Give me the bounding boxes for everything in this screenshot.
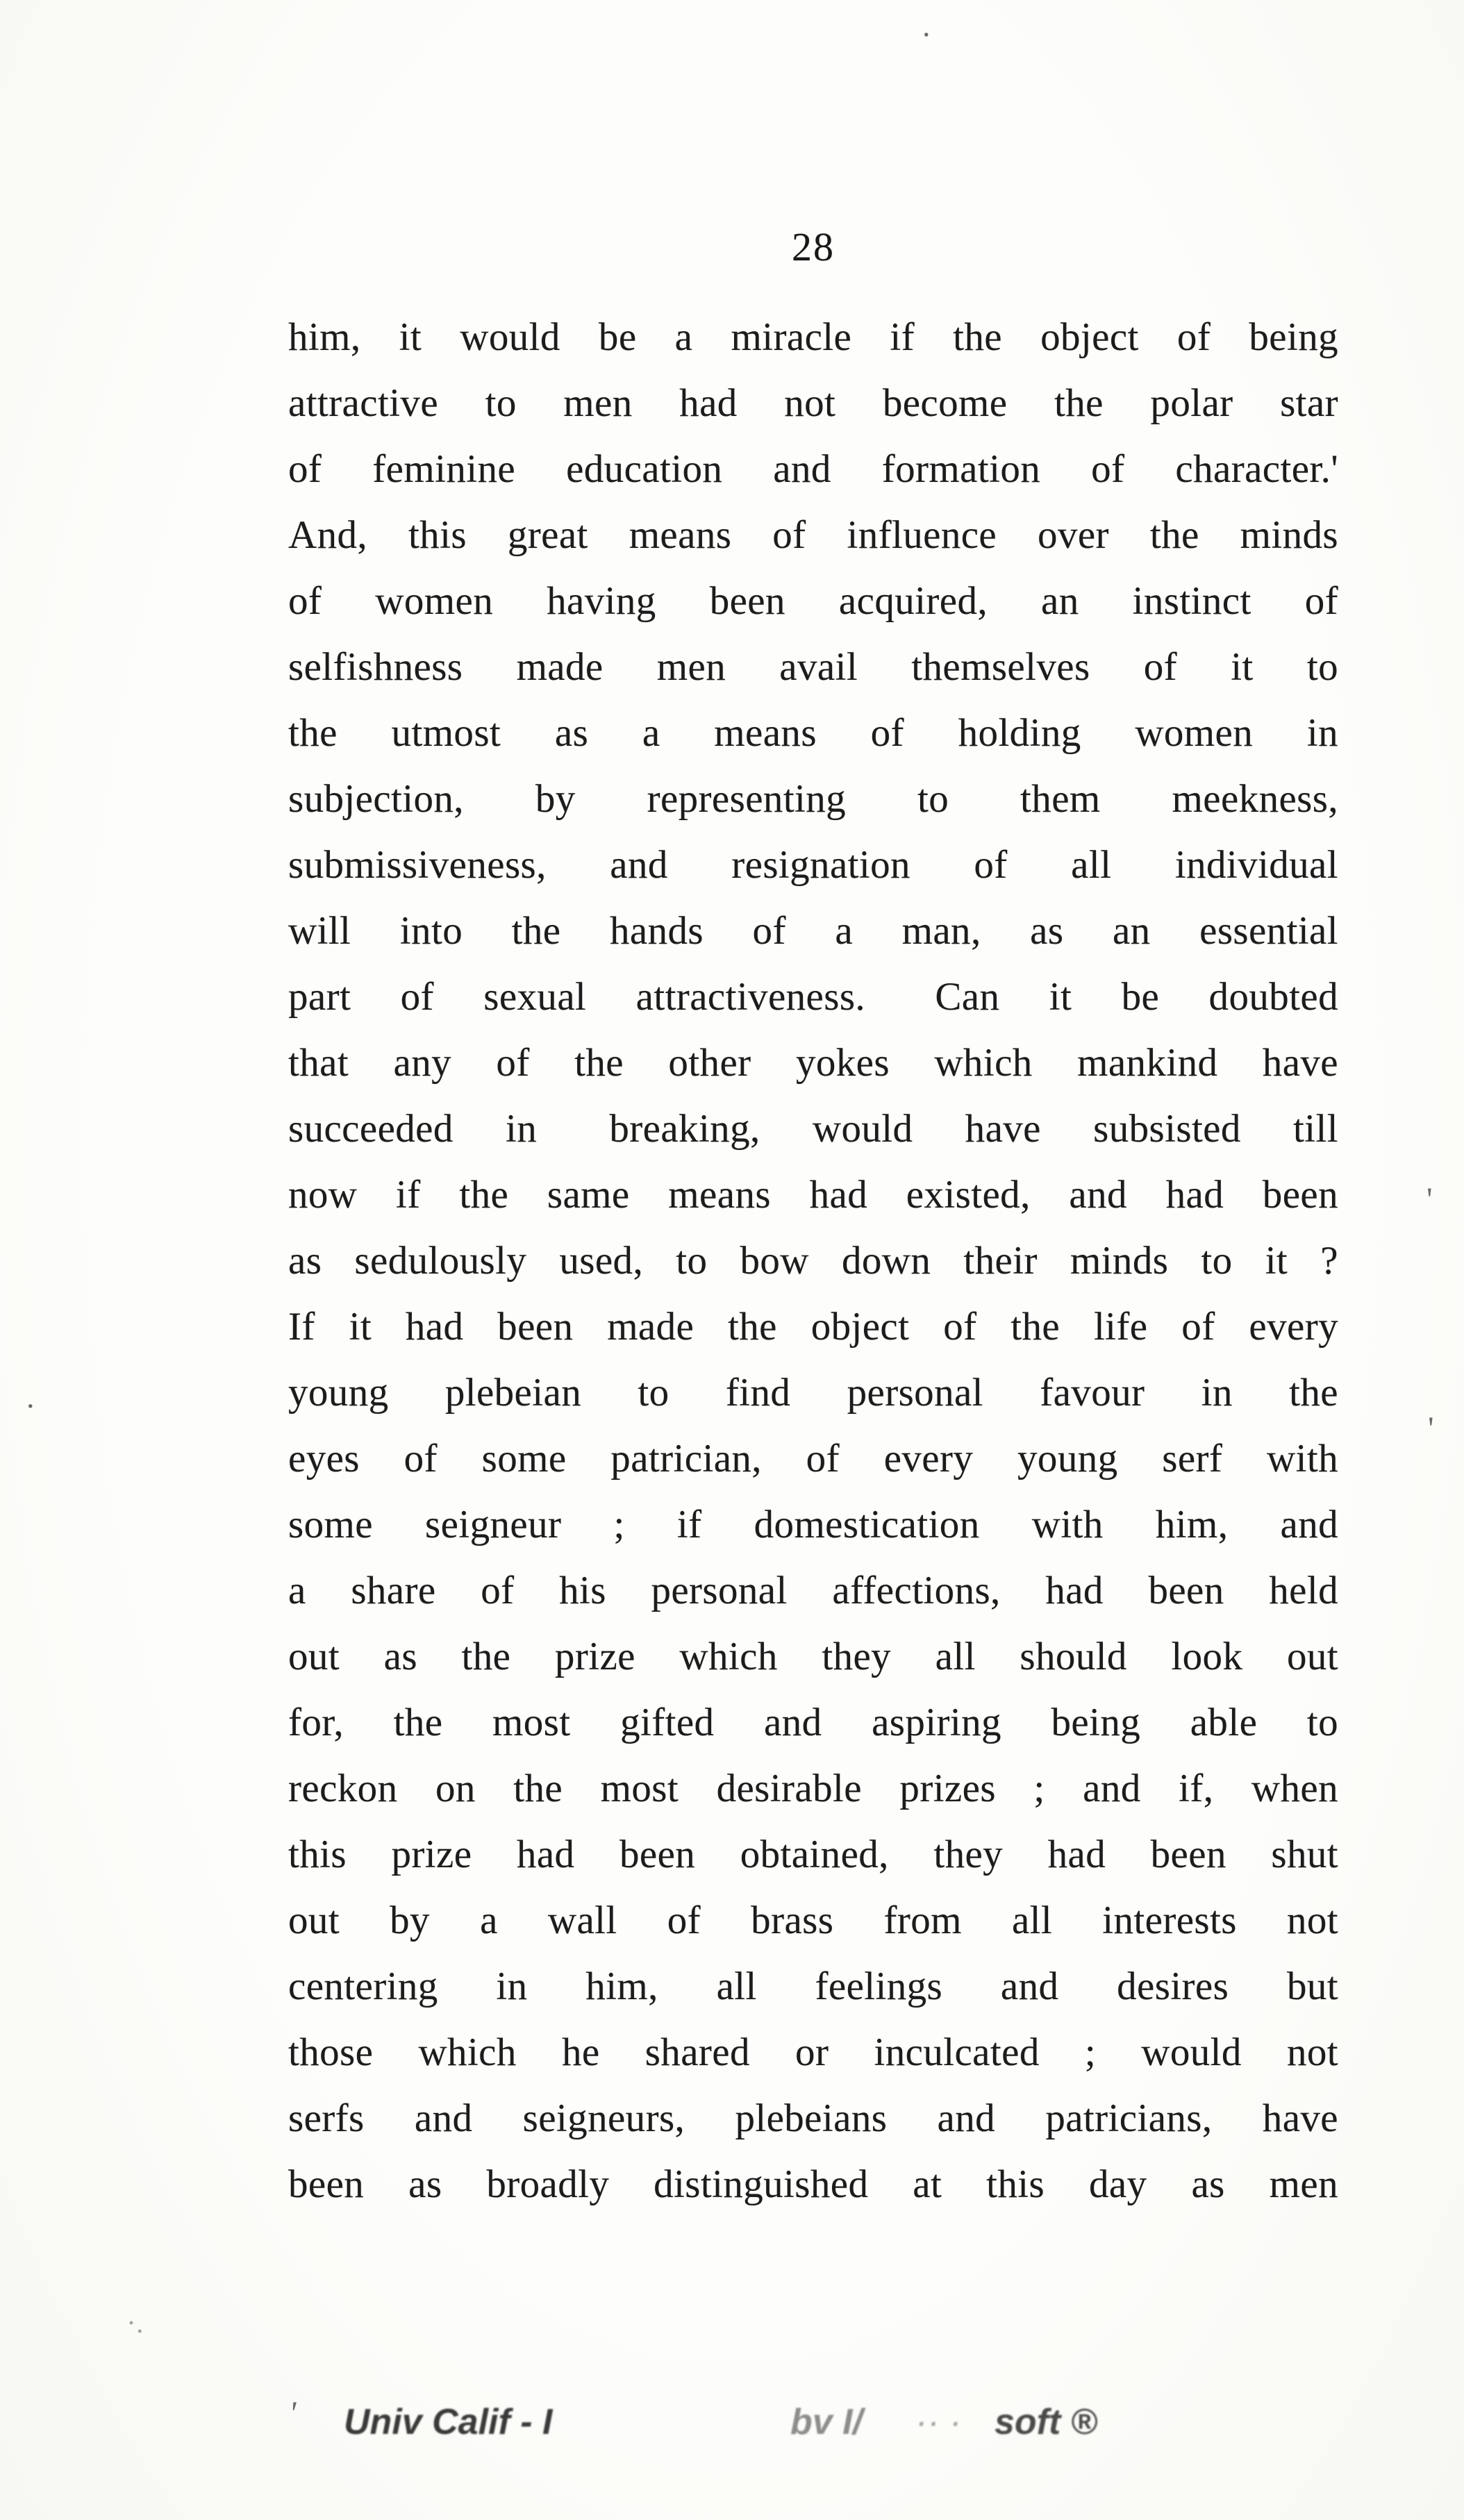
text-line: out as the prize which they all should look out xyxy=(288,1635,1338,1678)
text-line: the utmost as a means of holding women in xyxy=(288,711,1338,755)
text-line: attractive to men had not become the polar star xyxy=(288,381,1338,425)
page-number: 28 xyxy=(792,224,835,269)
text-line: If it had been made the object of the life of every xyxy=(288,1305,1338,1349)
text-line: him, it would be a miracle if the object of being xyxy=(288,315,1338,359)
text-line: now if the same means had existed, and had been xyxy=(288,1173,1338,1217)
text-line: of feminine education and formation of character.' xyxy=(288,447,1338,491)
watermark-fragment-dots: ·· · xyxy=(915,2402,962,2442)
text-line: And, this great means of influence over the minds xyxy=(288,513,1338,557)
text-line: eyes of some patrician, of every young serf with xyxy=(288,1437,1338,1480)
text-line: as sedulously used, to bow down their minds to it ? xyxy=(288,1239,1338,1283)
text-line: been as broadly distinguished at this day as men xyxy=(288,2162,1338,2206)
watermark-fragment-soft: soft ® xyxy=(995,2402,1098,2442)
text-line: some seigneur ; if domestication with him, and xyxy=(288,1503,1338,1546)
scan-speck-right-margin-1: ' xyxy=(1426,1181,1433,1218)
watermark-fragment-univ-calif: Univ Calif - I xyxy=(344,2402,553,2442)
text-line: those which he shared or inculcated ; would not xyxy=(288,2030,1338,2074)
text-line: will into the hands of a man, as an essential xyxy=(288,909,1338,953)
text-line: reckon on the most desirable prizes ; and if, when xyxy=(288,1767,1338,1810)
text-line: succeeded in breaking, would have subsisted till xyxy=(288,1107,1338,1151)
watermark-fragment-by: bv I/ xyxy=(790,2402,863,2442)
scan-speck-top-right: . xyxy=(922,8,931,43)
text-line: for, the most gifted and aspiring being able to xyxy=(288,1701,1338,1744)
text-line: this prize had been obtained, they had been shut xyxy=(288,1833,1338,1876)
scan-speck-right-margin-2: ' xyxy=(1428,1410,1434,1447)
text-line: young plebeian to find personal favour in the xyxy=(288,1371,1338,1415)
text-line: out by a wall of brass from all interests not xyxy=(288,1899,1338,1942)
text-line: centering in him, all feelings and desires but xyxy=(288,1964,1338,2008)
scan-speck-bottom-left: ·. xyxy=(126,2308,144,2339)
scan-speck-left-margin: . xyxy=(26,1379,35,1415)
text-line: of women having been acquired, an instinct of xyxy=(288,579,1338,623)
text-line: part of sexual attractiveness. Can it be doubted xyxy=(288,975,1338,1019)
text-line: serfs and seigneurs, plebeians and patricians, have xyxy=(288,2096,1338,2140)
text-line: selfishness made men avail themselves of it to xyxy=(288,645,1338,689)
scan-speck-pre-watermark: ' xyxy=(289,2395,297,2432)
body-text xyxy=(288,304,1338,2217)
text-line: submissiveness, and resignation of all individual xyxy=(288,843,1338,887)
text-line: that any of the other yokes which mankind have xyxy=(288,1041,1338,1085)
text-line: subjection, by representing to them meekness, xyxy=(288,777,1338,821)
text-line: a share of his personal affections, had been held xyxy=(288,1569,1338,1612)
